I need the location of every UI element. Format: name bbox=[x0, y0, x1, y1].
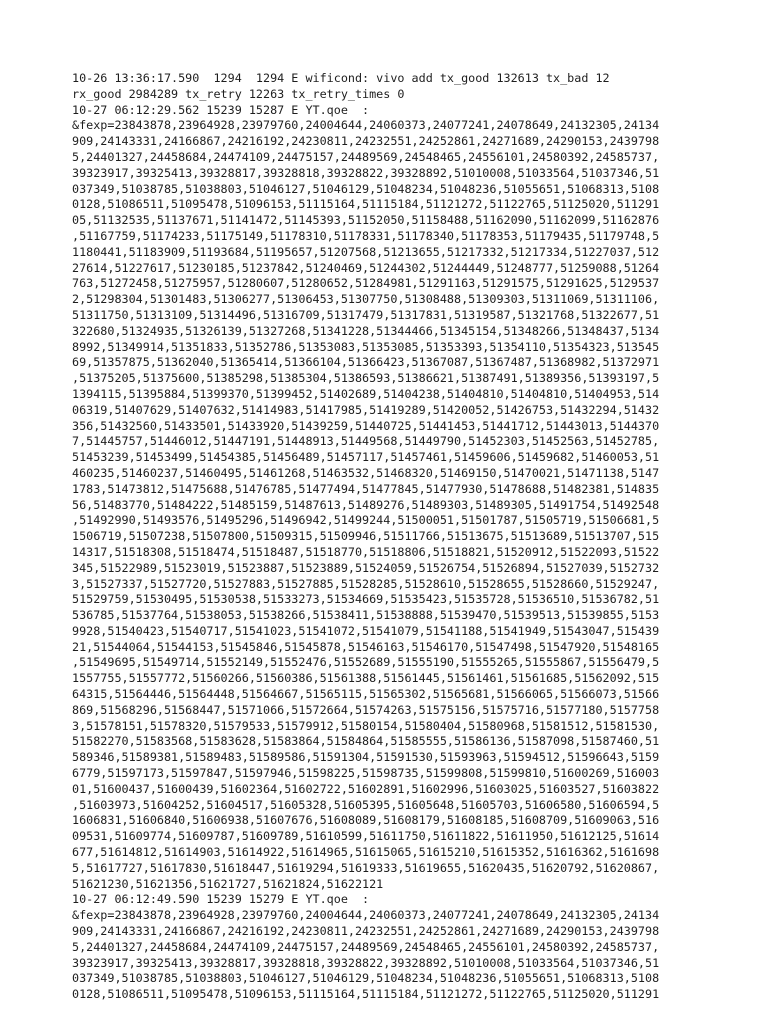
log-line: 39323917,39325413,39328817,39328818,39328822,39328892,51010008,51033564,51037346,51 bbox=[72, 955, 660, 970]
log-line: 10-27 06:12:29.562 15239 15287 E YT.qoe : bbox=[72, 102, 370, 117]
log-line: 51582270,51583568,51583628,51583864,51584864,51585555,51586136,51587098,51587460,51 bbox=[72, 734, 660, 749]
log-line: 1180441,51183909,51193684,51195657,51207568,51213655,51217332,51217334,51227037,512 bbox=[72, 244, 660, 259]
log-line: 677,51614812,51614903,51614922,51614965,51615065,51615210,51615352,51616362,5161698 bbox=[72, 845, 660, 860]
log-line: 10-26 13:36:17.590 1294 1294 E wificond: vivo add tx_good 132613 tx_bad 12 bbox=[72, 71, 610, 85]
log-line: rx_good 2984289 tx_retry 12263 tx_retry_times 0 bbox=[72, 86, 405, 101]
log-line: 69,51357875,51362040,51365414,51366104,51366423,51367087,51367487,51368982,51372971 bbox=[72, 355, 660, 370]
log-line: 763,51272458,51275957,51280607,51280652,51284981,51291163,51291575,51291625,5129537 bbox=[72, 276, 660, 291]
log-line: &fexp=23843878,23964928,23979760,24004644,24060373,24077241,24078649,24132305,24134 bbox=[72, 118, 660, 133]
log-line: 7,51445757,51446012,51447191,51448913,51449568,51449790,51452303,51452563,51452785, bbox=[72, 434, 660, 449]
log-line: ,51167759,51174233,51175149,51178310,51178331,51178340,51178353,51179435,51179748,5 bbox=[72, 228, 660, 243]
log-line: ,51492990,51493576,51495296,51496942,51499244,51500051,51501787,51505719,51506681,5 bbox=[72, 513, 660, 528]
log-line: 0128,51086511,51095478,51096153,51115164,51115184,51121272,51122765,51125020,511291 bbox=[72, 197, 660, 212]
log-line: 56,51483770,51484222,51485159,51487613,51489276,51489303,51489305,51491754,51492548 bbox=[72, 497, 660, 512]
log-line: 51311750,51313109,51314496,51316709,51317479,51317831,51319587,51321768,51322677,51 bbox=[72, 307, 660, 322]
log-line: 1606831,51606840,51606938,51607676,51608089,51608179,51608185,51608709,51609063,516 bbox=[72, 813, 660, 828]
log-line: 3,51578151,51578320,51579533,51579912,51580154,51580404,51580968,51581512,51581530, bbox=[72, 718, 660, 733]
log-line: 909,24143331,24166867,24216192,24230811,24232551,24252861,24271689,24290153,2439798 bbox=[72, 924, 660, 939]
log-line: 51453239,51453499,51454385,51456489,51457117,51457461,51459606,51459682,51460053,51 bbox=[72, 450, 660, 465]
log-line: 1394115,51395884,51399370,51399452,51402689,51404238,51404810,51404810,51404953,514 bbox=[72, 386, 660, 401]
log-line: 9928,51540423,51540717,51541023,51541072,51541079,51541188,51541949,51543047,515439 bbox=[72, 623, 660, 638]
log-text bbox=[72, 71, 700, 1003]
log-line: 345,51522989,51523019,51523887,51523889,51524059,51526754,51526894,51527039,5152732 bbox=[72, 560, 660, 575]
log-line: 460235,51460237,51460495,51461268,51463532,51468320,51469150,51470021,51471138,5147 bbox=[72, 465, 660, 480]
log-line: 64315,51564446,51564448,51564667,51565115,51565302,51565681,51566065,51566073,51566 bbox=[72, 687, 660, 702]
log-line: 8992,51349914,51351833,51352786,51353083,51353085,51353393,51354110,51354323,513545 bbox=[72, 339, 660, 354]
log-line: 037349,51038785,51038803,51046127,51046129,51048234,51048236,51055651,51068313,5108 bbox=[72, 971, 660, 986]
log-line: ,51549695,51549714,51552149,51552476,51552689,51555190,51555265,51555867,51556479,5 bbox=[72, 655, 660, 670]
log-line: 5,24401327,24458684,24474109,24475157,24489569,24548465,24556101,24580392,24585737, bbox=[72, 149, 660, 164]
log-line: ,51375205,51375600,51385298,51385304,51386593,51386621,51387491,51389356,51393197,5 bbox=[72, 371, 660, 386]
log-line: 322680,51324935,51326139,51327268,51341228,51344466,51345154,51348266,51348437,5134 bbox=[72, 323, 660, 338]
log-line: 10-27 06:12:49.590 15239 15279 E YT.qoe : bbox=[72, 892, 370, 907]
log-line: ,51603973,51604252,51604517,51605328,51605395,51605648,51605703,51606580,51606594,5 bbox=[72, 797, 660, 812]
log-line: 869,51568296,51568447,51571066,51572664,51574263,51575156,51575716,51577180,5157758 bbox=[72, 702, 660, 717]
log-line: 01,51600437,51600439,51602364,51602722,51602891,51602996,51603025,51603527,51603822 bbox=[72, 781, 660, 796]
log-line: 1783,51473812,51475688,51476785,51477494,51477845,51477930,51478688,51482381,514835 bbox=[72, 481, 660, 496]
log-line: 51529759,51530495,51530538,51533273,51534669,51535423,51535728,51536510,51536782,51 bbox=[72, 592, 660, 607]
log-line: 21,51544064,51544153,51545846,51545878,51546163,51546170,51547498,51547920,51548165 bbox=[72, 639, 660, 654]
log-line: 14317,51518308,51518474,51518487,51518770,51518806,51518821,51520912,51522093,51522 bbox=[72, 544, 660, 559]
log-line: 0128,51086511,51095478,51096153,51115164,51115184,51121272,51122765,51125020,511291 bbox=[72, 987, 660, 1002]
log-line: &fexp=23843878,23964928,23979760,24004644,24060373,24077241,24078649,24132305,24134 bbox=[72, 908, 660, 923]
log-line: 09531,51609774,51609787,51609789,51610599,51611750,51611822,51611950,51612125,51614 bbox=[72, 829, 660, 844]
log-line: 2,51298304,51301483,51306277,51306453,51307750,51308488,51309303,51311069,51311106, bbox=[72, 292, 660, 307]
log-line: 51621230,51621356,51621727,51621824,51622121 bbox=[72, 876, 384, 891]
log-line: 6779,51597173,51597847,51597946,51598225,51598735,51599808,51599810,51600269,516003 bbox=[72, 766, 660, 781]
log-line: 037349,51038785,51038803,51046127,51046129,51048234,51048236,51055651,51068313,5108 bbox=[72, 181, 660, 196]
log-line: 536785,51537764,51538053,51538266,51538411,51538888,51539470,51539513,51539855,5153 bbox=[72, 608, 660, 623]
log-line: 356,51432560,51433501,51433920,51439259,51440725,51441453,51441712,51443013,5144370 bbox=[72, 418, 660, 433]
log-line: 3,51527337,51527720,51527883,51527885,51528285,51528610,51528655,51528660,51529247, bbox=[72, 576, 660, 591]
log-line: 06319,51407629,51407632,51414983,51417985,51419289,51420052,51426753,51432294,51432 bbox=[72, 402, 660, 417]
log-line: 39323917,39325413,39328817,39328818,39328822,39328892,51010008,51033564,51037346,51 bbox=[72, 165, 660, 180]
log-line: 909,24143331,24166867,24216192,24230811,24232551,24252861,24271689,24290153,2439798 bbox=[72, 134, 660, 149]
log-line: 27614,51227617,51230185,51237842,51240469,51244302,51244449,51248777,51259088,51264 bbox=[72, 260, 660, 275]
log-line: 5,51617727,51617830,51618447,51619294,51619333,51619655,51620435,51620792,51620867, bbox=[72, 860, 660, 875]
log-line: 1557755,51557772,51560266,51560386,51561388,51561445,51561461,51561685,51562092,515 bbox=[72, 671, 660, 686]
log-line: 05,51132535,51137671,51141472,51145393,51152050,51158488,51162090,51162099,51162876 bbox=[72, 213, 660, 228]
log-line: 1506719,51507238,51507800,51509315,51509946,51511766,51513675,51513689,51513707,515 bbox=[72, 529, 660, 544]
log-line: 589346,51589381,51589483,51589586,51591304,51591530,51593963,51594512,51596643,5159 bbox=[72, 750, 660, 765]
log-line: 5,24401327,24458684,24474109,24475157,24489569,24548465,24556101,24580392,24585737, bbox=[72, 939, 660, 954]
